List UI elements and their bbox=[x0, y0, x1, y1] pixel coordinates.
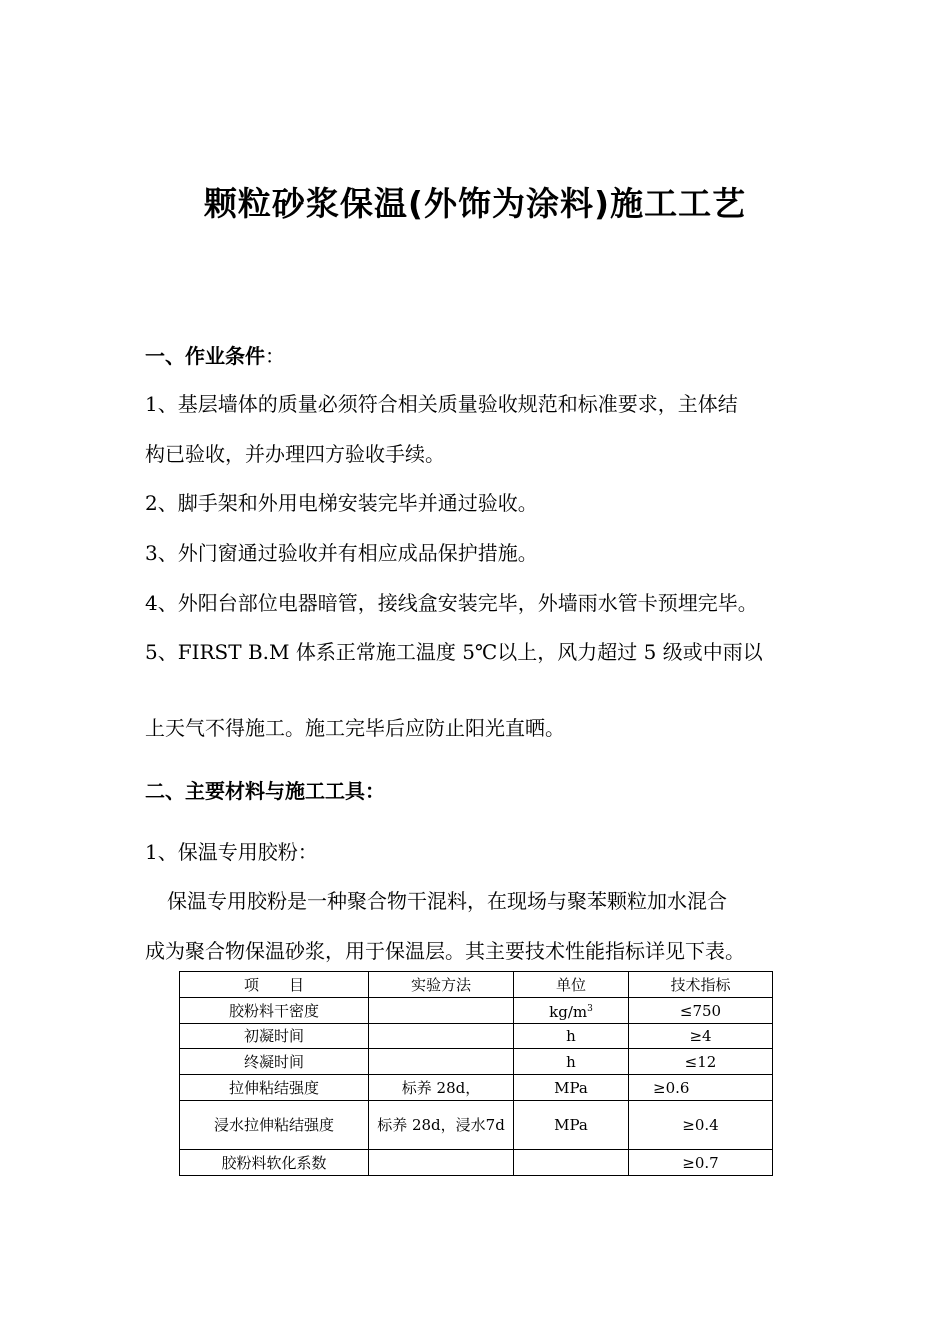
paragraph-line: 上天气不得施工。施工完毕后应防止阳光直晒。 bbox=[145, 716, 565, 740]
paragraph-line: 4、外阳台部位电器暗管，接线盒安装完毕，外墙雨水管卡预埋完毕。 bbox=[145, 591, 758, 615]
paragraph-line: 3、外门窗通过验收并有相应成品保护措施。 bbox=[145, 541, 538, 565]
table-header-row bbox=[180, 972, 773, 998]
table-row bbox=[180, 1024, 773, 1049]
section1-heading-line bbox=[145, 340, 285, 369]
table-cell: ≤12 bbox=[629, 1049, 773, 1075]
table-cell bbox=[369, 1049, 514, 1075]
table-cell: 终凝时间 bbox=[180, 1049, 369, 1075]
table-row bbox=[180, 998, 773, 1024]
table-cell: 胶粉料软化系数 bbox=[180, 1150, 369, 1176]
table-header-cell: 单位 bbox=[514, 972, 629, 998]
paragraph-line: 5、FIRST B.M 体系正常施工温度 5℃以上，风力超过 5 级或中雨以 bbox=[145, 640, 763, 664]
table-cell: 初凝时间 bbox=[180, 1024, 369, 1049]
paragraph-line: 2、脚手架和外用电梯安装完毕并通过验收。 bbox=[145, 491, 538, 515]
table-cell: 胶粉料干密度 bbox=[180, 998, 369, 1024]
subsection-heading: 1、保温专用胶粉： bbox=[145, 840, 318, 864]
table-cell: ≥0.7 bbox=[629, 1150, 773, 1176]
table-header-cell: 项 目 bbox=[180, 972, 369, 998]
table-cell: h bbox=[514, 1049, 629, 1075]
table-header-cell: 技术指标 bbox=[629, 972, 773, 998]
table-cell: MPa bbox=[514, 1101, 629, 1150]
table-cell: 标养 28d， bbox=[369, 1075, 514, 1101]
paragraph-line: 1、基层墙体的质量必须符合相关质量验收规范和标准要求，主体结 bbox=[145, 392, 738, 416]
table-header-cell: 实验方法 bbox=[369, 972, 514, 998]
table-cell: ≤750 bbox=[629, 998, 773, 1024]
table-cell: ≥4 bbox=[629, 1024, 773, 1049]
table-row bbox=[180, 1049, 773, 1075]
table-cell-unit bbox=[514, 998, 629, 1024]
table-row bbox=[180, 1150, 773, 1176]
section1-heading: 一、作业条件 bbox=[145, 344, 265, 368]
table-row bbox=[180, 1101, 773, 1150]
unit-superscript: 3 bbox=[587, 1004, 593, 1014]
table-cell bbox=[514, 1150, 629, 1176]
table-cell bbox=[369, 1150, 514, 1176]
table-cell: 标养 28d，浸水7d bbox=[369, 1101, 514, 1150]
paragraph-line: 构已验收，并办理四方验收手续。 bbox=[145, 442, 445, 466]
table-cell: 浸水拉伸粘结强度 bbox=[180, 1101, 369, 1150]
table-cell: 拉伸粘结强度 bbox=[180, 1075, 369, 1101]
paragraph-line: 保温专用胶粉是一种聚合物干混料，在现场与聚苯颗粒加水混合 bbox=[167, 889, 727, 913]
section2-heading: 二、主要材料与施工工具： bbox=[145, 779, 385, 803]
table-cell: MPa bbox=[514, 1075, 629, 1101]
document-title: 颗粒砂浆保温(外饰为涂料)施工工艺 bbox=[203, 184, 747, 223]
table-cell: h bbox=[514, 1024, 629, 1049]
spec-table bbox=[179, 971, 773, 1176]
table-cell bbox=[369, 1024, 514, 1049]
paragraph-line: 成为聚合物保温砂浆，用于保温层。其主要技术性能指标详见下表。 bbox=[145, 939, 745, 963]
table-row bbox=[180, 1075, 773, 1101]
table-cell bbox=[369, 998, 514, 1024]
table-cell: ≥0.4 bbox=[629, 1101, 773, 1150]
table-cell: ≥0.6 bbox=[629, 1075, 773, 1101]
section1-heading-colon: ： bbox=[265, 344, 285, 368]
unit-text: kg/m bbox=[549, 1003, 588, 1021]
